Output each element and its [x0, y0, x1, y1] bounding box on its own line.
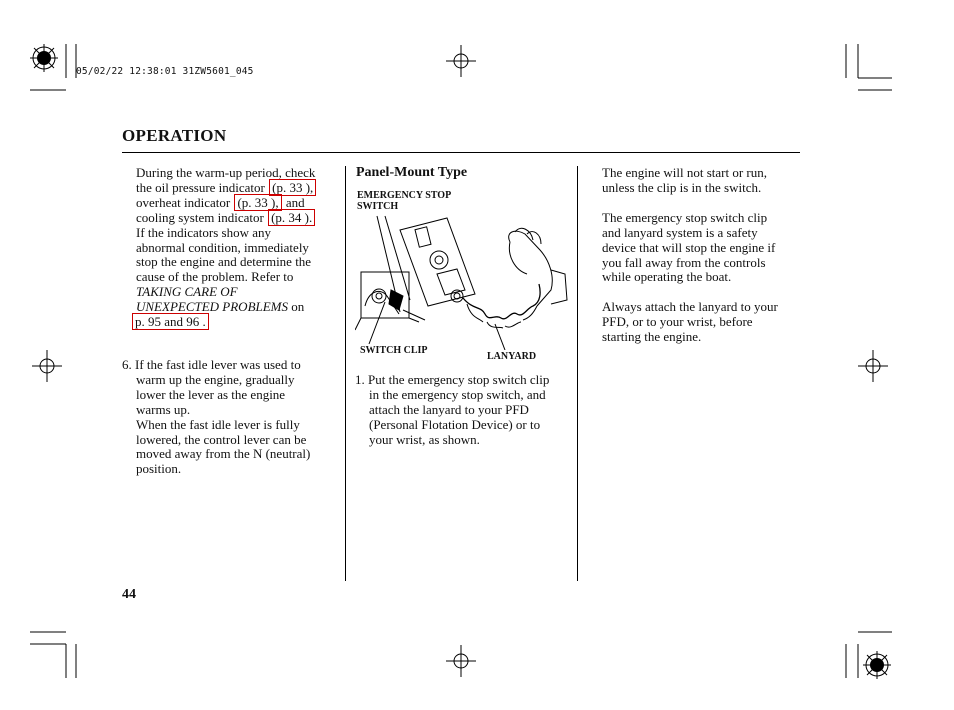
label-lanyard: LANYARD [487, 351, 537, 362]
page-reference-link[interactable]: (p. 33 ), [234, 194, 281, 211]
text-line: on [291, 299, 305, 315]
title-rule [122, 152, 800, 153]
step-1 [355, 373, 575, 448]
text-line: overheat indicator [136, 194, 231, 210]
page-reference-link[interactable]: (p. 33 ), [269, 179, 316, 196]
text-line: the oil pressure indicator [136, 179, 265, 195]
text-line: position. [136, 461, 182, 477]
text-line: During the warm-up period, check [136, 165, 316, 180]
text-line: stop the engine and determine the [136, 254, 312, 270]
page-reference-link[interactable]: p. 95 and 96 . [132, 313, 209, 330]
text-line: and lanyard system is a safety [602, 224, 758, 240]
label-switch-clip: SWITCH CLIP [360, 345, 428, 356]
text-line: (Personal Flotation Device) or to [369, 416, 541, 432]
text-line: cooling system indicator [136, 209, 264, 225]
text-line: your wrist, as shown. [369, 431, 480, 447]
left-column-paragraph [136, 166, 341, 330]
label-line: EMERGENCY STOP [357, 190, 452, 201]
text-line: 1. Put the emergency stop switch clip [355, 372, 550, 387]
text-line: TAKING CARE OF [136, 284, 238, 300]
print-timestamp: 05/02/22 12:38:01 31ZW5601_045 [76, 66, 254, 77]
column-divider-left [345, 166, 346, 581]
text-line: warm up the engine, gradually [136, 371, 295, 387]
text-line: moved away from the N (neutral) [136, 446, 311, 462]
text-line: cause of the problem. Refer to [136, 269, 294, 285]
page-reference-link[interactable]: (p. 34 ). [268, 209, 315, 226]
text-line: lower the lever as the engine [136, 386, 286, 402]
text-line: in the emergency stop switch, and [369, 386, 546, 402]
page-number: 44 [122, 587, 136, 602]
subsection-title: Panel-Mount Type [356, 165, 468, 180]
text-line: abnormal condition, immediately [136, 239, 309, 255]
text-line: device that will stop the engine if [602, 239, 776, 255]
step-6 [122, 358, 344, 477]
text-line: while operating the boat. [602, 269, 732, 285]
text-line: starting the engine. [602, 329, 702, 345]
text-line: unless the clip is in the switch. [602, 179, 762, 195]
text-line: lowered, the control lever can be [136, 431, 307, 447]
text-line: 6. If the fast idle lever was used to [122, 357, 301, 372]
text-line: The emergency stop switch clip [602, 209, 768, 225]
label-line: SWITCH [357, 201, 399, 212]
panel-mount-illustration [355, 210, 570, 350]
label-emergency-stop-switch [357, 190, 451, 212]
text-line: When the fast idle lever is fully [136, 416, 300, 432]
right-column [602, 166, 802, 345]
column-divider-right [577, 166, 578, 581]
text-line: Always attach the lanyard to your [602, 299, 778, 315]
text-line: PFD, or to your wrist, before [602, 314, 753, 330]
text-line: attach the lanyard to your PFD [369, 401, 529, 417]
text-line: UNEXPECTED PROBLEMS [136, 299, 289, 315]
text-line: warms up. [136, 401, 191, 417]
text-line: and [285, 194, 305, 210]
text-line: you fall away from the controls [602, 254, 766, 270]
section-title: OPERATION [122, 126, 227, 145]
text-line: The engine will not start or run, [602, 165, 767, 180]
text-line: If the indicators show any [136, 224, 272, 240]
